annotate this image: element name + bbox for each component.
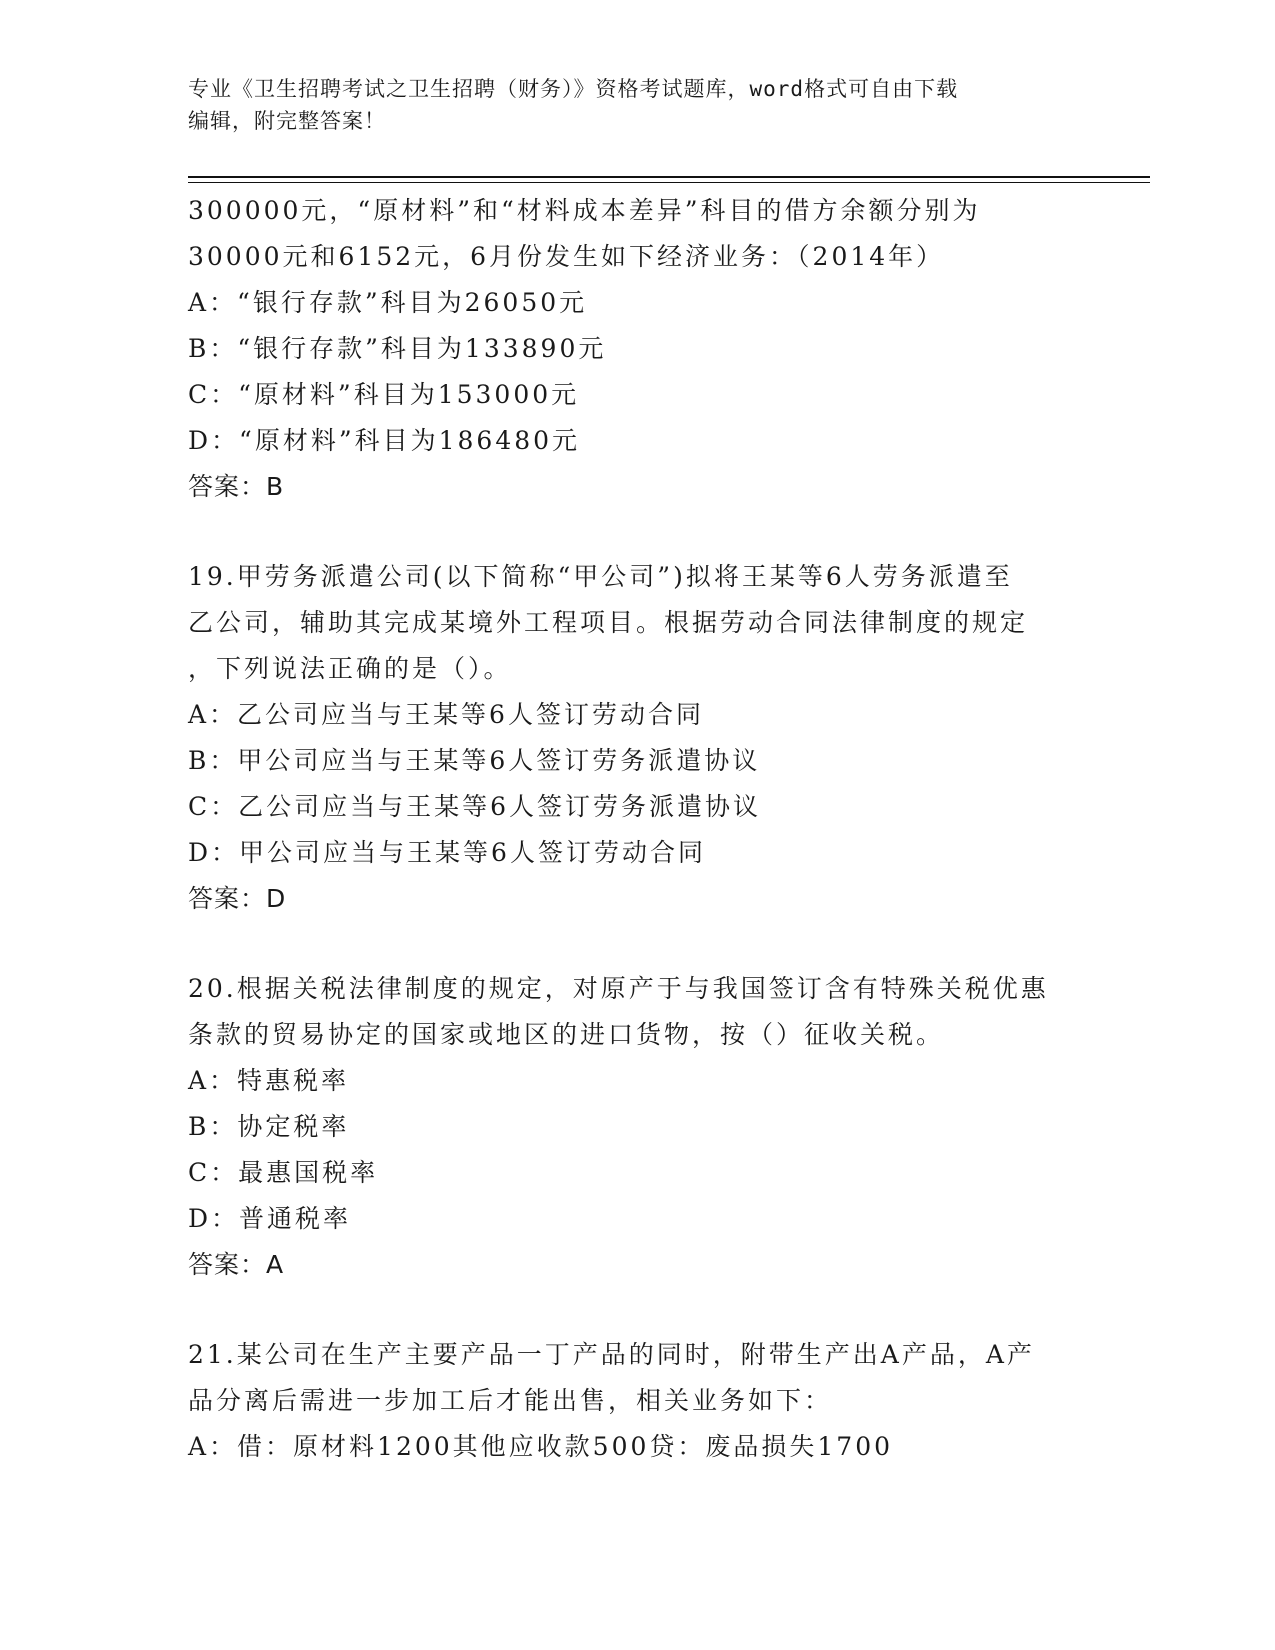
answer-line: 答案：A	[188, 1250, 285, 1279]
question-19	[188, 554, 1088, 922]
answer-line: 答案：B	[188, 472, 285, 501]
question-text: 20.根据关税法律制度的规定，对原产于与我国签订含有特殊关税优惠	[188, 974, 1049, 1003]
option-a: A：乙公司应当与王某等6人签订劳动合同	[188, 700, 704, 729]
question-text: 19.甲劳务派遣公司(以下简称“甲公司”)拟将王某等6人劳务派遣至	[188, 562, 1013, 591]
option-d: D：普通税率	[188, 1204, 352, 1233]
question-21	[188, 1332, 1088, 1470]
option-a: A：“银行存款”科目为26050元	[188, 288, 588, 317]
question-text: 乙公司，辅助其完成某境外工程项目。根据劳动合同法律制度的规定	[188, 608, 1029, 637]
option-c: C：乙公司应当与王某等6人签订劳务派遣协议	[188, 792, 762, 821]
question-20	[188, 966, 1088, 1288]
question-text: ，下列说法正确的是（）。	[188, 654, 512, 683]
option-a: A：借：原材料1200其他应收款500贷：废品损失1700	[188, 1432, 894, 1461]
header-line-2: 编辑，附完整答案！	[188, 109, 386, 133]
question-18	[188, 188, 1088, 510]
header-rule-thin	[188, 182, 1150, 183]
header-line-1: 专业《卫生招聘考试之卫生招聘（财务）》资格考试题库，word格式可自由下载	[188, 77, 959, 101]
option-a: A：特惠税率	[188, 1066, 350, 1095]
question-list	[188, 188, 1088, 1470]
option-d: D：甲公司应当与王某等6人签订劳动合同	[188, 838, 706, 867]
option-b: B：甲公司应当与王某等6人签订劳务派遣协议	[188, 746, 761, 775]
header-rule-thick	[188, 176, 1150, 178]
answer-line: 答案：D	[188, 884, 287, 913]
option-c: C：“原材料”科目为153000元	[188, 380, 580, 409]
question-text: 21.某公司在生产主要产品一丁产品的同时，附带生产出A产品，A产	[188, 1340, 1035, 1369]
option-d: D：“原材料”科目为186480元	[188, 426, 581, 455]
option-b: B：协定税率	[188, 1112, 350, 1141]
option-b: B：“银行存款”科目为133890元	[188, 334, 607, 363]
question-text: 品分离后需进一步加工后才能出售，相关业务如下：	[188, 1386, 833, 1415]
question-text: 300000元，“原材料”和“材料成本差异”科目的借方余额分别为	[188, 196, 981, 225]
document-header	[188, 73, 1088, 137]
question-text: 30000元和6152元，6月份发生如下经济业务：（2014年）	[188, 242, 945, 271]
option-c: C：最惠国税率	[188, 1158, 379, 1187]
question-text: 条款的贸易协定的国家或地区的进口货物，按（）征收关税。	[188, 1020, 945, 1049]
